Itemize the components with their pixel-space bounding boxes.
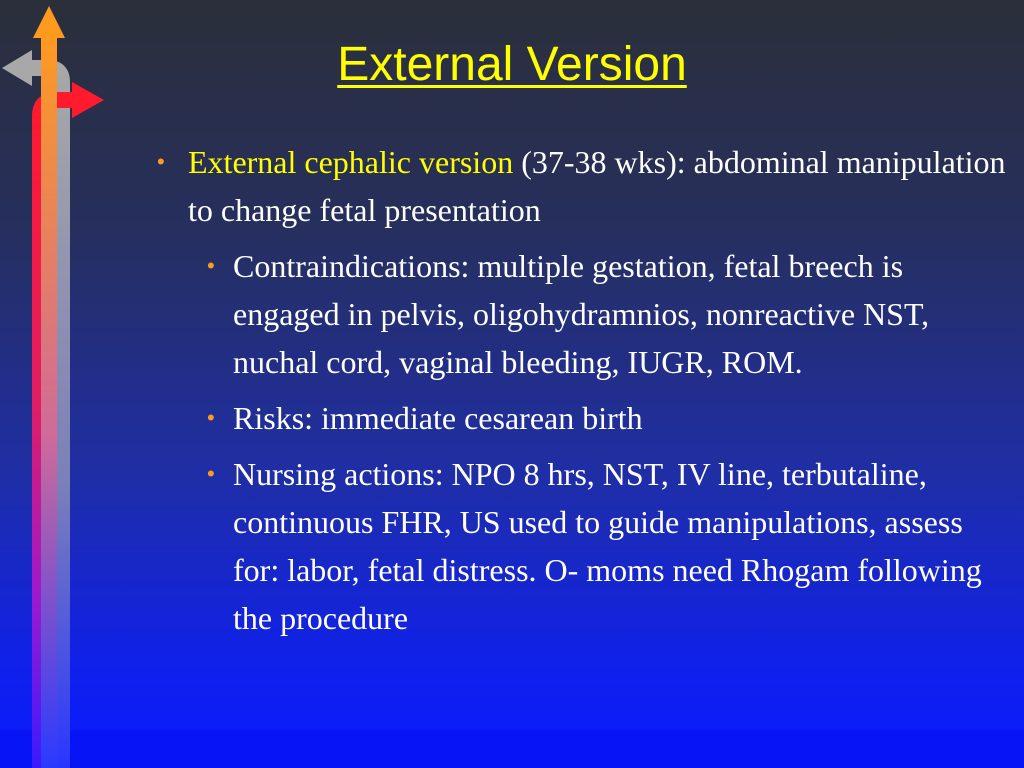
bullet-sub-text: Risks: immediate cesarean birth [233, 400, 643, 436]
bullet-marker: • [207, 405, 215, 430]
bullet-sub-risks [155, 394, 1015, 442]
bullet-main-highlight: External cephalic version [188, 144, 514, 180]
bullet-main [155, 138, 1015, 234]
slide-title [0, 34, 1024, 96]
bullet-main-text: (37-38 wks): abdominal manipulation to change fetal presentation [188, 144, 1006, 228]
decorative-arrows [0, 0, 110, 768]
bullet-sub-contraindications [155, 242, 1015, 386]
bullet-marker: • [207, 461, 215, 486]
bullet-list [155, 138, 1015, 642]
bullet-marker: • [157, 149, 165, 174]
bullet-sub-text: Nursing actions: NPO 8 hrs, NST, IV line, terbutaline, continuous FHR, US used to guide manipulations, assess for: labor, fetal distress. O- moms need Rhogam following the procedure [233, 456, 982, 636]
bullet-sub-text: Contraindications: multiple gestation, fetal breech is engaged in pelvis, oligohydramnios, nonreactive NST, nuchal cord, vaginal bleeding, IUGR, ROM. [233, 248, 930, 380]
slide-title-text: External Version [337, 38, 687, 91]
bullet-sub-nursing-actions [155, 450, 1015, 642]
bullet-marker: • [207, 253, 215, 278]
bottom-band [0, 730, 1024, 768]
